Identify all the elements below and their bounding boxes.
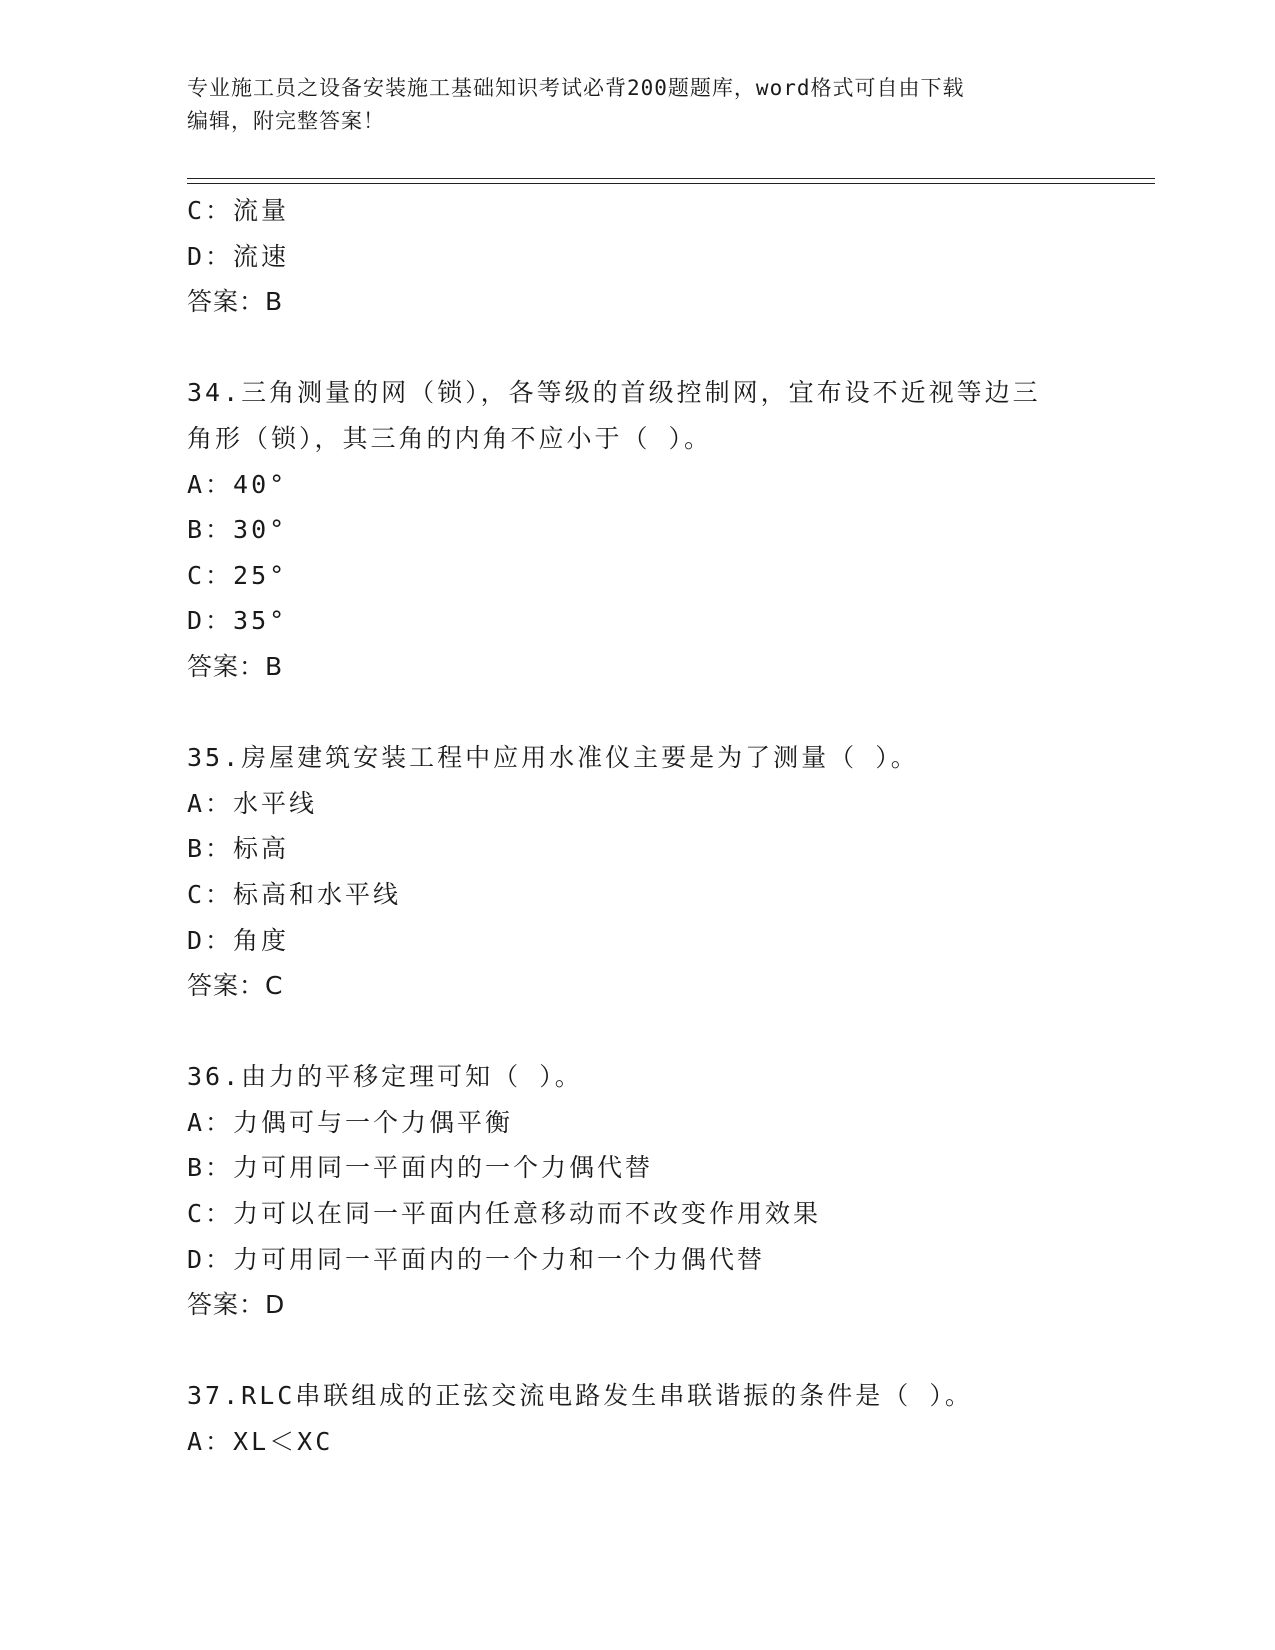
question-stem-line: 角形（锁），其三角的内角不应小于（ ）。: [187, 423, 713, 453]
option-d: D：35°: [187, 606, 288, 636]
answer-line: 答案：B: [187, 651, 284, 681]
question-34: [187, 370, 1087, 689]
question-stem-line: 36.由力的平移定理可知（ ）。: [187, 1062, 583, 1092]
option-a: A：力偶可与一个力偶平衡: [187, 1107, 514, 1137]
option-c: C：标高和水平线: [187, 879, 402, 909]
answer-line: 答案：D: [187, 1290, 286, 1320]
option-d: D：流速: [187, 241, 290, 271]
question-stem-line: 34.三角测量的网（锁），各等级的首级控制网，宜布设不近视等边三: [187, 378, 1041, 408]
option-c: C：25°: [187, 560, 288, 590]
question-35: [187, 735, 1087, 1009]
header-divider-bottom: [187, 183, 1155, 184]
option-d: D：角度: [187, 925, 290, 955]
header-divider-top: [187, 178, 1155, 179]
option-a: A：水平线: [187, 788, 318, 818]
option-b: B：力可用同一平面内的一个力偶代替: [187, 1153, 654, 1183]
answer-line: 答案：B: [187, 287, 284, 317]
option-a: A：40°: [187, 469, 288, 499]
header-line-2: 编辑，附完整答案！: [187, 109, 385, 133]
question-stem-line: 37.RLC串联组成的正弦交流电路发生串联谐振的条件是（ ）。: [187, 1381, 973, 1411]
option-c: C：力可以在同一平面内任意移动而不改变作用效果: [187, 1199, 822, 1229]
option-d: D：力可用同一平面内的一个力和一个力偶代替: [187, 1244, 766, 1274]
answer-line: 答案：C: [187, 971, 284, 1001]
option-b: B：标高: [187, 834, 290, 864]
option-c: C：流量: [187, 196, 290, 225]
header-line-1: 专业施工员之设备安装施工基础知识考试必背200题题库，word格式可自由下载: [187, 76, 965, 100]
question-stem-line: 35.房屋建筑安装工程中应用水准仪主要是为了测量（ ）。: [187, 743, 919, 773]
document-body: [187, 188, 1087, 1465]
question-37: [187, 1373, 1087, 1464]
option-b: B：30°: [187, 515, 288, 545]
question-partial: [187, 188, 1087, 325]
document-header: [187, 72, 1067, 138]
option-a: A：XL＜XC: [187, 1427, 334, 1457]
question-36: [187, 1054, 1087, 1328]
